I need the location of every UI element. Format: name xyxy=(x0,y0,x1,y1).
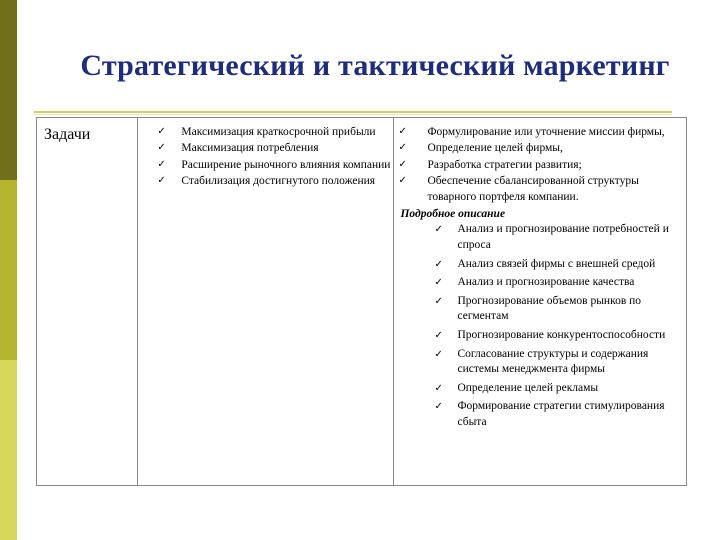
check-icon: ✓ xyxy=(434,258,443,270)
tactical-list xyxy=(138,118,393,189)
check-icon: ✓ xyxy=(434,295,443,307)
sidebar-block-dark xyxy=(0,0,17,180)
list-item xyxy=(394,294,686,325)
table-row xyxy=(37,118,687,486)
strategic-cell xyxy=(394,118,687,486)
list-item xyxy=(138,140,393,156)
list-item-text: Согласование структуры и содержания системы менеджмента фирмы xyxy=(457,347,649,376)
check-icon: ✓ xyxy=(157,126,166,137)
sidebar-block-mid xyxy=(0,180,17,360)
detail-list xyxy=(394,222,686,430)
check-icon: ✓ xyxy=(157,158,166,170)
list-item-text: Расширение рыночного влияния компании xyxy=(181,158,391,171)
check-icon: ✓ xyxy=(157,174,166,186)
list-item xyxy=(394,328,686,344)
list-item xyxy=(394,399,686,430)
tactical-cell xyxy=(138,118,394,486)
list-item-text: Определение целей рекламы xyxy=(457,381,599,394)
list-item xyxy=(394,124,686,140)
list-item xyxy=(138,157,393,173)
list-item-text: Прогнозирование объемов рынков по сегментам xyxy=(457,294,642,323)
list-item xyxy=(394,381,686,397)
check-icon: ✓ xyxy=(398,174,407,186)
check-icon: ✓ xyxy=(434,348,443,360)
list-item xyxy=(394,173,686,206)
list-item xyxy=(394,222,686,253)
list-item-text: Определение целей фирмы, xyxy=(427,142,563,155)
list-item-text: Формулирование или уточнение миссии фирмы, xyxy=(427,126,665,138)
list-item-text: Разработка стратегии развития; xyxy=(427,158,582,171)
check-icon: ✓ xyxy=(434,401,443,413)
check-icon: ✓ xyxy=(434,382,443,394)
list-item-text: Обеспечение сбалансированной структуры товарного портфеля компании. xyxy=(427,174,639,204)
list-item xyxy=(394,347,686,378)
row-label-cell xyxy=(37,118,138,486)
strategic-list xyxy=(394,118,686,205)
list-item xyxy=(394,275,686,291)
check-icon: ✓ xyxy=(398,142,407,154)
detail-heading: Подробное описание xyxy=(400,208,506,221)
title-divider-shadow xyxy=(34,114,672,115)
list-item-text: Анализ связей фирмы с внешней средой xyxy=(457,257,656,270)
list-item-text: Прогнозирование конкурентоспособности xyxy=(457,329,666,342)
check-icon: ✓ xyxy=(398,158,407,170)
list-item xyxy=(394,157,686,173)
list-item xyxy=(394,257,686,273)
list-item-text: Анализ и прогнозирование потребностей и спроса xyxy=(457,223,669,252)
title-divider xyxy=(34,111,672,113)
list-item xyxy=(394,140,686,156)
list-item xyxy=(138,173,393,189)
list-item-text: Формирование стратегии стимулирования сбыта xyxy=(457,400,665,429)
check-icon: ✓ xyxy=(434,330,443,342)
check-icon: ✓ xyxy=(434,277,443,289)
marketing-table xyxy=(36,117,687,486)
check-icon: ✓ xyxy=(157,142,166,154)
check-icon: ✓ xyxy=(434,224,443,236)
sidebar-block-light xyxy=(0,360,17,540)
list-item xyxy=(138,124,393,140)
list-item-text: Стабилизация достигнутого положения xyxy=(181,174,376,187)
row-label: Задачи xyxy=(44,126,91,143)
list-item-text: Анализ и прогнозирование качества xyxy=(457,276,635,289)
check-icon: ✓ xyxy=(398,126,407,137)
list-item-text: Максимизация потребления xyxy=(181,142,319,155)
page-title: Стратегический и тактический маркетинг xyxy=(80,49,670,82)
list-item-text: Максимизация краткосрочной прибыли xyxy=(181,126,376,138)
